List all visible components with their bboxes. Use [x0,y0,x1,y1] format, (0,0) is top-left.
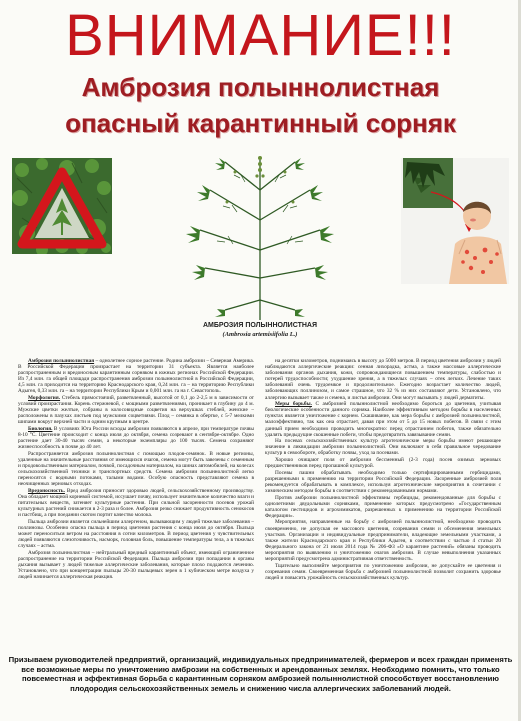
paragraph-lead: Меры борьбы. [275,401,312,408]
bottom-appeal: Призываем руководителей предприятий, организаций, индивидуальных предпринимателей, фермеров и всех граждан применять все возможные меры по уничтожению амброзии на собственных и арендованных землях. Необходимо помнить, что только повсеместная и эффективная борьба с карантинным сорняком амброзией полыннолистной способствует восстановлению плодородия сельскохозяйственных земель и снижению числа аллергических заболеваний людей. [8,655,513,693]
paragraph-text: Против амброзии полыннолистной эффективны гербициды, рекомендованные для борьбы с однолетними двудольными сорняками, применение которых предусмотрено «Государственным каталогом пестицидов и агрохимикатов, разрешенных к применению на территории Российской Федерации». [265,494,501,519]
allergy-person-icon [401,158,509,284]
paragraph [18,358,254,395]
ragweed-plant-illustration [165,150,355,330]
article-left-column [18,358,254,650]
headline: ВНИМАНИЕ!!! [65,3,456,68]
paragraph-text: Распространяется амброзия полыннолистная с помощью плодов-семянок. В новые регионы, удаленные на значительные расстояния от имеющихся очагов, семена могут быть завезены с семенным и продовольственным материалом, почвой, посадочным материалом, на шинах автомобилей, на колесах сельскохозяйственной техники и транспортных средств. Семена амброзии полыннолистной легко переносятся с водными потоками, талыми водами. Особую опасность представляют семена в неочищенных зерновых отходах. [18,450,254,488]
paragraph [18,550,254,580]
paragraph [265,470,501,494]
paragraph [265,457,501,469]
paragraph [18,426,254,450]
paragraph [18,519,254,549]
paragraph-text: Вред амброзия приносит здоровью людей, сельскохозяйственному производству. Она обладает мощной корневой системой, иссушает почву, использует значительное количество влаги и питательных веществ, затеняет культурные растения. При сильной засоренности посевов урожай культурных растений снижается в 2-3 раза и более. Амброзия резко снижает продуктивность сенокосов и пастбищ, а при поедании скотом портит качество молока. [18,487,254,519]
allergy-photo [401,158,509,284]
paragraph [265,519,501,562]
paragraph [265,563,501,581]
subtitle-line1: Амброзия полыннолистная [81,72,440,102]
paragraph-text: – однолетнее сорное растение. Родина амброзии – Северная Америка. В Российской Федерации произрастает на территории 31 субъекта. Является наиболее распространенным и вредоносным карантинным сорняком в южных регионах Российской Федерации. Из 7,4 млн. га общей площади распространения амброзии полыннолистной в Российской Федерации, 4,5 млн. га приходится на территорию Краснодарского края, 0,24 млн. га – на территорию Республики Адыгея, 0,33 млн. га – на территории Республики Крым и 0,001 млн. га на г. Севастополь. [18,358,254,395]
paragraph [265,358,501,401]
warning-triangle-icon [12,158,112,254]
plant-caption: АМБРОЗИЯ ПОЛЫННОЛИСТНАЯ [202,322,318,329]
paragraph-text: Стебель прямостоячий, разветвленный, высотой от 0,1 до 2-2,5 м в зависимости от условий произрастания. Корень стержневой, с мощными разветвлениями, проникает в глубину до 4 м. Мужские цветки желтые, собраны в колосовидные соцветия на верхушках стеблей, женские – расположены в пазухах листьев под мужскими соцветиями. Плод – семянка в обертке, с 5-7 мелкими шипами вокруг верхней части и одним крупным в центре. [18,395,254,426]
paragraph-text: Тщательно выполняйте мероприятия по уничтожению амброзии, не допускайте ее цветения и созревания семян. Своевременная борьба с амброзией полыннолистной позволит сохранить здоровье людей и повысить урожайность сельскохозяйственных культур. [265,562,501,581]
paragraph [18,395,254,425]
paragraph [265,401,501,438]
paragraph-text: Амброзия полыннолистная – нейтральный вредный карантинный объект, имеющий ограниченное распространение на территории Российской Федерации. Пыльца амброзии при попадании в органы дыхания вызывает у людей тяжелые аллергические заболевания, которые плохо поддаются лечению. Установлено, что при концентрации пыльцы 20-30 пыльцевых зерен в 1 кубическом метре воздуха у людей начинается аллергическая реакция. [18,549,254,581]
paragraph-text: на десятки километров, поднимаясь в высоту до 5000 метров. В период цветения амброзии у людей наблюдаются аллергические реакции: сенная лихорадка, астма, а также массовые аллергические заболевания органов дыхания, кожи, сопровождающиеся повышением температуры, слабостью и потерей трудоспособности; ухудшение зрения, а в тяжелых случаях – отек легких. Лечение таких заболеваний очень трудоемкое и продолжительное. Ежегодно возрастает количество людей, заболевающих поллинозом, и самое страшное, что 32 % из них составляют дети. Установлено, что аллергию вызывает также и семена, и листья амброзии. Они могут вызывать у людей дерматиты. [265,358,501,401]
paragraph-lead: Биология. [28,426,53,433]
paragraph-text: В условиях Юга России всходы амброзии появляются в апреле, при температуре почвы 8-10 °С. Цветение происходит с конца июля до октября, семена созревают в сентябре-октябре. Одно растение дает 30-40 тысяч семян, а некоторые экземпляры до 100 тысяч. Семена сохраняют жизнеспособность в почве до 40 лет. [18,426,254,451]
paragraph-text: С амброзией полыннолистной необходимо бороться до цветения, учитывая биологические особенности данного сорняка. Наиболее эффективным методом борьбы в населенных пунктах является уничтожение с корнем. Скашивание, как мера борьбы с амброзией полыннолистной, малоэффективно, так как она отрастает, давая при этом от 5 до 15 новых побегов. В связи с этим данный прием необходимо проводить многократно: перед отрастанием побегов, также обязательно удалять предыдущие скошенные побеги, чтобы предотвратить завязывание семян. [265,401,501,438]
paragraph-text: Посевы пашни обрабатывать необходимо только сертифицированными гербицидами, разрешенными к применению на территории Российской Федерации. Засоренные амброзией поля рекомендуется обрабатывать в комплексе, используя агротехнические мероприятия в сочетании с химическим методом борьбы в соответствии с рекомендованными нормами. [265,469,501,494]
paragraph [265,495,501,519]
ragweed-plant-icon [165,150,355,322]
paragraph-lead: Вредоносность. [28,487,65,494]
paragraph-text: Хорошо очищают поля от амброзии бессменный (2-3 года) посев озимых зерновых предшественников перед пропашной культурой. [265,457,501,470]
paragraph-lead: Амброзия полыннолистная [28,358,95,364]
paragraph-text: На посевах сельскохозяйственных культур агротехнические меры борьбы имеют решающее значение в ликвидации амброзии полыннолистной. Они включают в себя правильное чередование культур в севообороте, обработку почвы, уход за посевами. [265,438,501,457]
paragraph-text: Пыльца амброзии является сильнейшим аллергеном, вызывающим у людей тяжелые заболевания – поллинозы. Особенно опасна пыльца в период цветения растения с конца июля до октября. Пыльца может переноситься ветром на расстояния в сотни километров. В период цветения у чувствительных людей появляются слезоточивость, насморк, головная боль, повышение температуры тела, а в тяжелых случаях – астма. [18,518,254,550]
warning-photo [12,158,112,254]
paragraph-text: Мероприятия, направленные на борьбу с амброзией полыннолистной, необходимо проводить своевременно, не допуская ее массового цветения, созревания семян и обсеменения земельных участков. Организации и индивидуальные предприниматели, владеющие земельными участками, а также жители Краснодарского края и Республики Адыгея, в соответствии с частью 4 статьи 20 Федерального закона от 21 июля 2014 года № 206-ФЗ «О карантине растений» обязаны проводить мероприятия по выявлению и уничтожению очагов амброзии. В случае невыполнения указанных мероприятий предусмотрена административная ответственность. [265,519,501,562]
subtitle-line2: опасный карантинный сорняк [65,108,456,138]
paragraph [265,438,501,456]
paragraph-lead: Морфология. [28,395,61,402]
article-right-column [265,358,501,650]
paragraph [18,451,254,488]
paragraph [18,488,254,518]
plant-latin-name: (Ambrosia artemisiifolia L.) [222,331,298,338]
